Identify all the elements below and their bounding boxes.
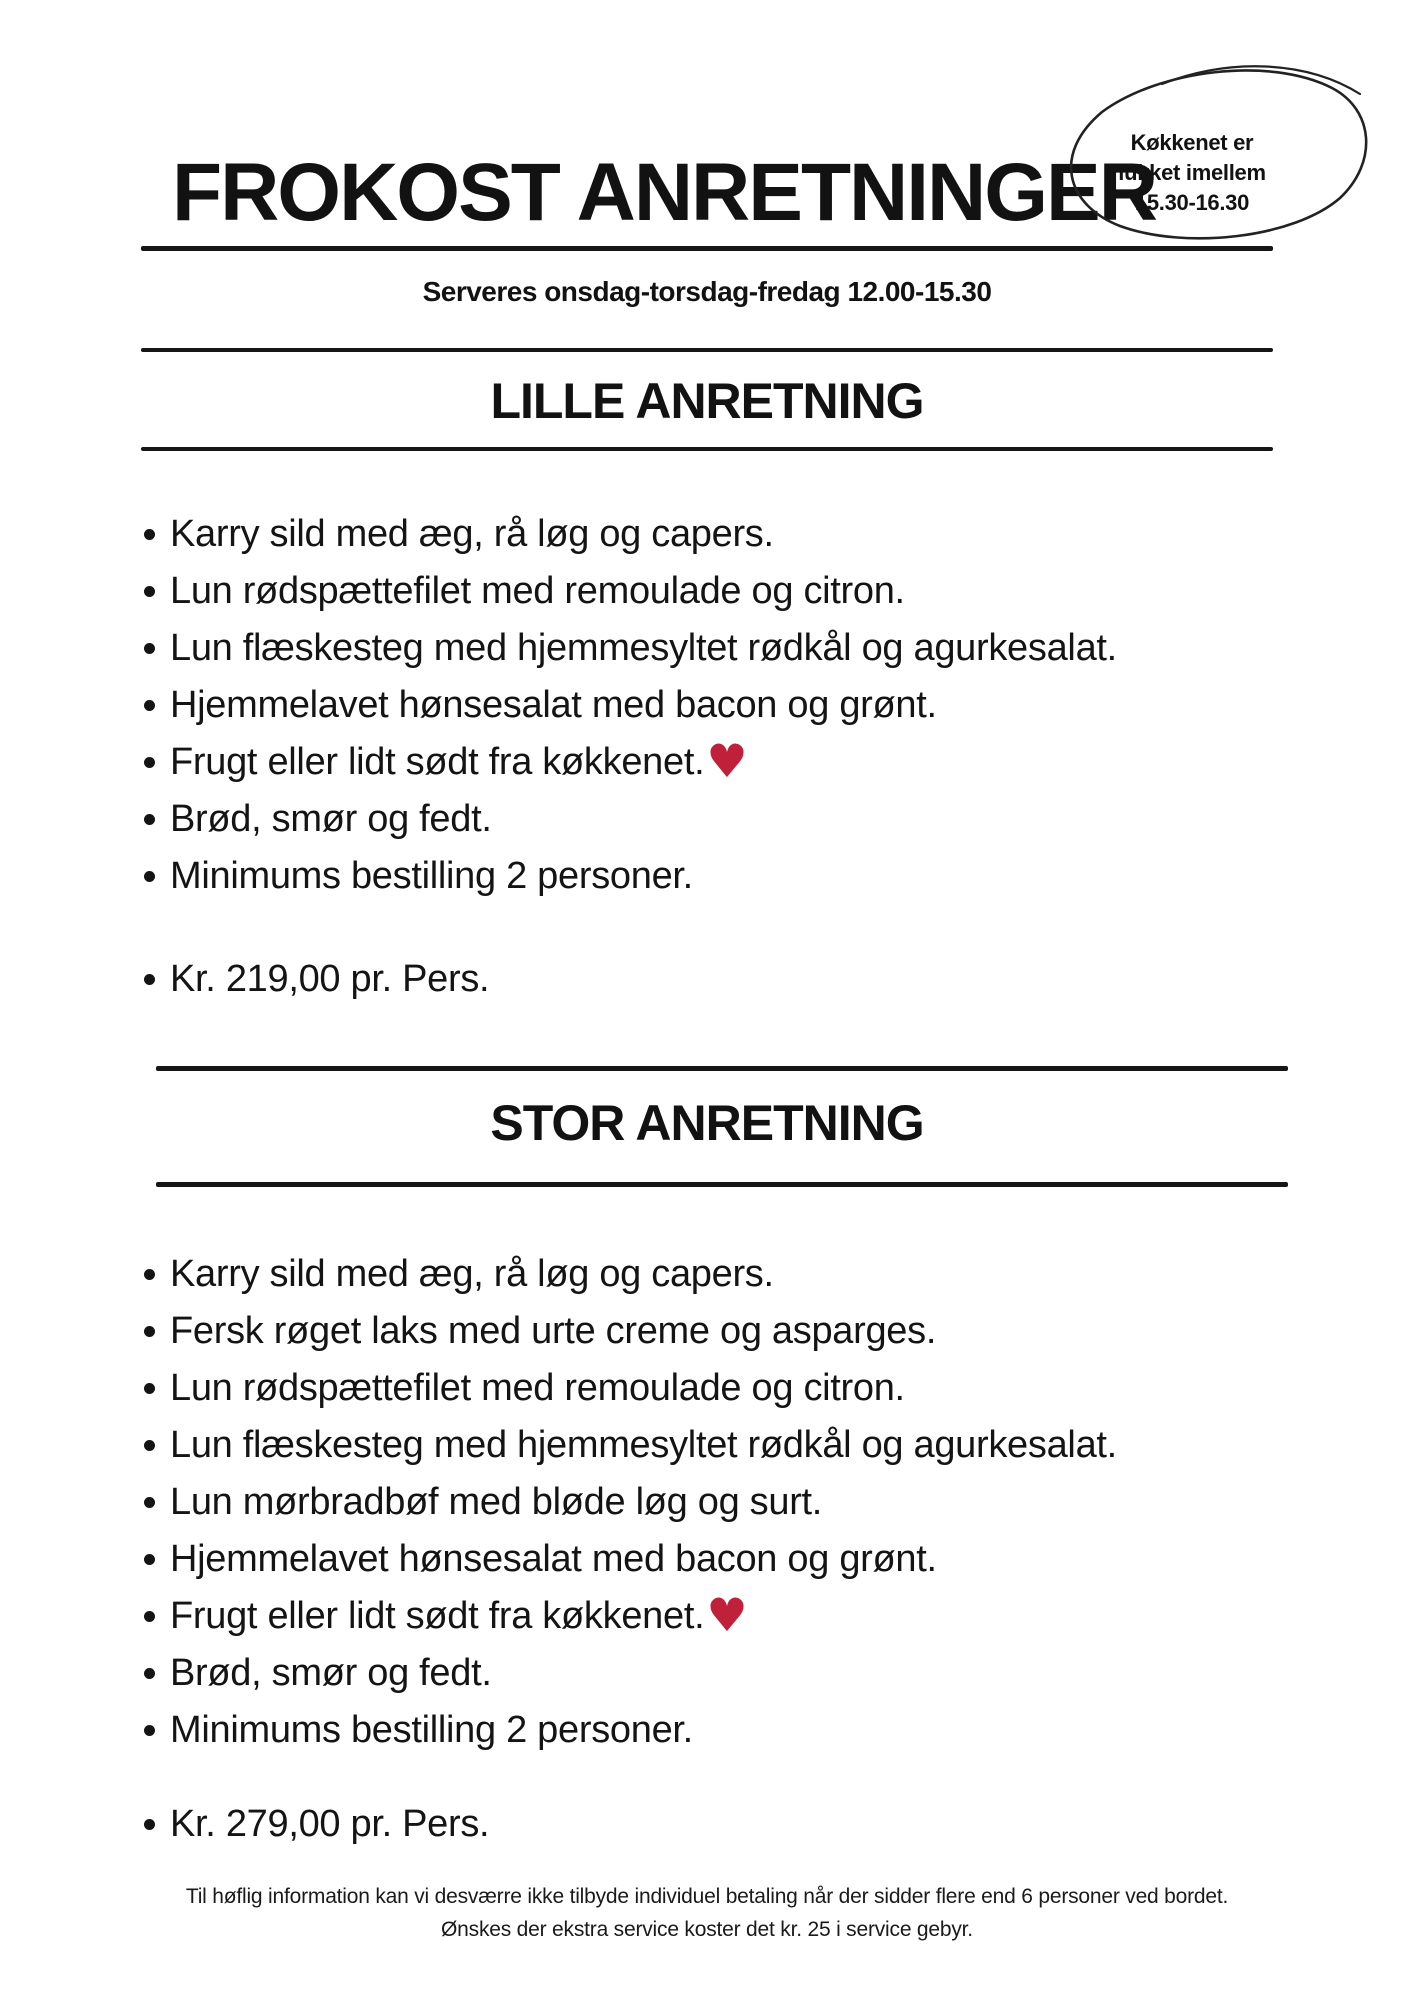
menu-item	[141, 848, 1117, 905]
menu-item-text: Hjemmelavet hønsesalat med bacon og grønt.	[170, 684, 937, 726]
stor-anretning-list	[141, 1246, 1117, 1853]
footer-line: Til høflig information kan vi desværre ikke tilbyde individuel betaling når der sidder flere end 6 personer ved bordet.	[185, 1885, 1229, 1908]
lille-anretning-list	[141, 506, 1117, 1008]
menu-item	[141, 1588, 1117, 1645]
serving-times: Serveres onsdag-torsdag-fredag 12.00-15.30	[422, 276, 992, 307]
menu-item	[141, 1417, 1117, 1474]
divider-line	[156, 1182, 1288, 1187]
menu-item	[141, 1474, 1117, 1531]
footer-line: Ønskes der ekstra service koster det kr. 25 i service gebyr.	[441, 1918, 973, 1941]
divider-line	[156, 1066, 1288, 1071]
menu-item	[141, 1360, 1117, 1417]
menu-item-text: Hjemmelavet hønsesalat med bacon og grønt.	[170, 1538, 937, 1580]
price-item	[141, 1796, 1117, 1853]
kitchen-closed-badge	[1044, 50, 1378, 252]
menu-item-text: Lun mørbradbøf med bløde løg og surt.	[170, 1481, 823, 1523]
divider-line	[141, 348, 1273, 352]
price-text: Kr. 279,00 pr. Pers.	[170, 1803, 490, 1845]
menu-item	[141, 1645, 1117, 1702]
menu-item-text: Lun rødspættefilet med remoulade og citron.	[170, 1367, 905, 1409]
badge-text	[1062, 128, 1322, 218]
badge-line: lukket imellem	[1118, 160, 1266, 185]
price-text: Kr. 219,00 pr. Pers.	[170, 958, 490, 1000]
menu-item	[141, 791, 1117, 848]
divider-line	[141, 246, 1273, 251]
menu-item-text: Lun flæskesteg med hjemmesyltet rødkål og agurkesalat.	[170, 627, 1117, 669]
menu-item	[141, 506, 1117, 563]
badge-line: 15.30-16.30	[1134, 190, 1250, 215]
section-title-stor: STOR ANRETNING	[490, 1095, 924, 1151]
footer-note	[0, 1880, 1414, 1946]
menu-item	[141, 1246, 1117, 1303]
badge-line: Køkkenet er	[1130, 130, 1254, 155]
menu-item-text: Lun rødspættefilet med remoulade og citron.	[170, 570, 905, 612]
price-item	[141, 951, 1117, 1008]
menu-item-text: Lun flæskesteg med hjemmesyltet rødkål og agurkesalat.	[170, 1424, 1117, 1466]
menu-item	[141, 563, 1117, 620]
menu-item	[141, 620, 1117, 677]
menu-item-text: Frugt eller lidt sødt fra køkkenet.	[170, 741, 705, 783]
menu-item-text: Frugt eller lidt sødt fra køkkenet.	[170, 1595, 705, 1637]
menu-item-text: Minimums bestilling 2 personer.	[170, 855, 693, 897]
menu-item	[141, 734, 1117, 791]
menu-item-text: Minimums bestilling 2 personer.	[170, 1709, 693, 1751]
menu-item-text: Fersk røget laks med urte creme og asparges.	[170, 1310, 937, 1352]
menu-item	[141, 1303, 1117, 1360]
page-title: FROKOST ANRETNINGER	[172, 147, 1156, 238]
divider-line	[141, 447, 1273, 451]
menu-item-text: Brød, smør og fedt.	[170, 798, 492, 840]
section-title-lille: LILLE ANRETNING	[490, 373, 924, 429]
menu-item-text: Karry sild med æg, rå løg og capers.	[170, 1253, 774, 1295]
menu-item	[141, 677, 1117, 734]
menu-item	[141, 1531, 1117, 1588]
heart-icon: ♥	[706, 734, 748, 788]
menu-item-text: Brød, smør og fedt.	[170, 1652, 492, 1694]
menu-item	[141, 1702, 1117, 1759]
heart-icon: ♥	[706, 1588, 748, 1642]
menu-item-text: Karry sild med æg, rå løg og capers.	[170, 513, 774, 555]
